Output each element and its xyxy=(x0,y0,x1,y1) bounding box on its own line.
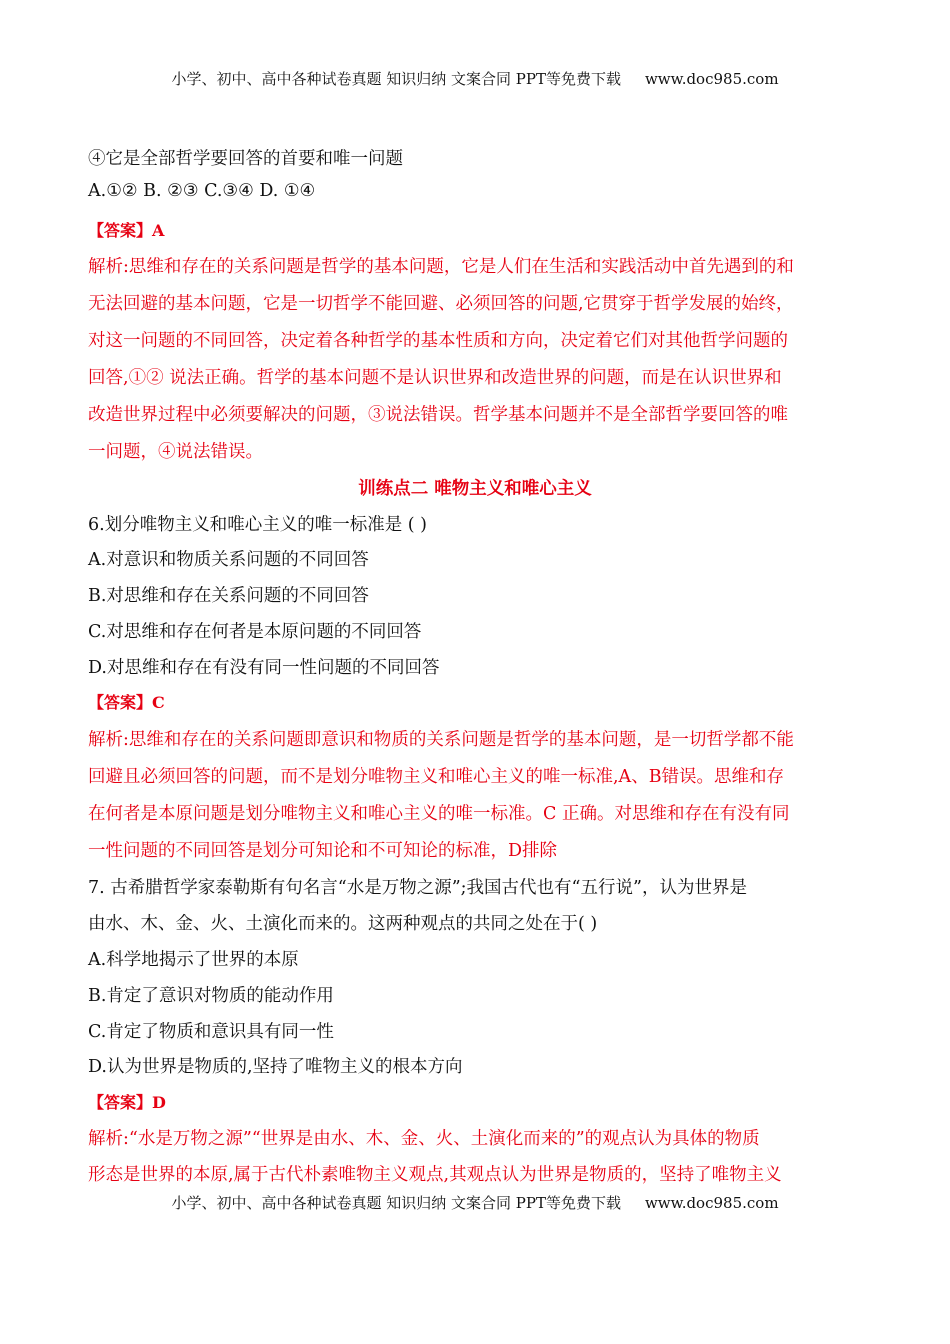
q7-option-b: B.肯定了意识对物质的能动作用 xyxy=(88,986,334,1006)
footer-url[interactable]: www.doc985.com xyxy=(644,1194,779,1212)
q7-option-d: D.认为世界是物质的,坚持了唯物主义的根本方向 xyxy=(88,1057,463,1077)
q5-choices: A.①② B. ②③ C.③④ D. ①④ xyxy=(88,181,316,201)
page-header xyxy=(0,68,950,89)
q5-analysis-line: 对这一问题的不同回答，决定着各种哲学的基本性质和方向，决定着它们对其他哲学问题的 xyxy=(88,331,788,351)
q5-answer: 【答案】A xyxy=(88,221,165,240)
footer-text: 小学、初中、高中各种试卷真题 知识归纳 文案合同 PPT等免费下载 xyxy=(171,1194,621,1212)
q5-analysis-line: 一问题，④说法错误。 xyxy=(88,442,263,462)
header-text: 小学、初中、高中各种试卷真题 知识归纳 文案合同 PPT等免费下载 xyxy=(171,70,621,88)
q7-option-c: C.肯定了物质和意识具有同一性 xyxy=(88,1022,334,1042)
q5-analysis-line: 改造世界过程中必须要解决的问题，③说法错误。哲学基本问题并不是全部哲学要回答的唯 xyxy=(88,405,788,425)
q6-analysis-line: 一性问题的不同回答是划分可知论和不可知论的标准，D排除 xyxy=(88,841,558,861)
q6-analysis-line: 解析:思维和存在的关系问题即意识和物质的关系问题是哲学的基本问题，是一切哲学都不能 xyxy=(88,730,794,750)
q7-stem-line: 由水、木、金、火、土演化而来的。这两种观点的共同之处在于( ) xyxy=(88,914,598,934)
q6-analysis-line: 回避且必须回答的问题，而不是划分唯物主义和唯心主义的唯一标准,A、B错误。思维和存 xyxy=(88,767,785,787)
q6-option-a: A.对意识和物质关系问题的不同回答 xyxy=(88,550,369,570)
q7-analysis-line: 解析:“水是万物之源”“世界是由水、木、金、火、土演化而来的”的观点认为具体的物质 xyxy=(88,1129,760,1149)
q6-option-c: C.对思维和存在何者是本原问题的不同回答 xyxy=(88,622,422,642)
q5-analysis-line: 解析:思维和存在的关系问题是哲学的基本问题，它是人们在生活和实践活动中首先遇到的和 xyxy=(88,257,794,277)
page-footer xyxy=(0,1192,950,1213)
q5-analysis-line: 回答,①② 说法正确。哲学的基本问题不是认识世界和改造世界的问题，而是在认识世界和 xyxy=(88,368,782,388)
q6-option-d: D.对思维和存在有没有同一性问题的不同回答 xyxy=(88,658,440,678)
header-url[interactable]: www.doc985.com xyxy=(644,70,779,88)
q6-answer: 【答案】C xyxy=(88,693,165,712)
q6-analysis-line: 在何者是本原问题是划分唯物主义和唯心主义的唯一标准。C 正确。对思维和存在有没有同 xyxy=(88,804,790,824)
q5-option-4: ④它是全部哲学要回答的首要和唯一问题 xyxy=(88,149,403,169)
q7-answer: 【答案】D xyxy=(88,1093,166,1112)
q7-stem-line: 7. 古希腊哲学家泰勒斯有句名言“水是万物之源”;我国古代也有“五行说”，认为世界是 xyxy=(88,878,747,898)
q5-analysis-line: 无法回避的基本问题，它是一切哲学不能回避、必须回答的问题,它贯穿于哲学发展的始终， xyxy=(88,294,794,314)
q6-option-b: B.对思维和存在关系问题的不同回答 xyxy=(88,586,369,606)
q7-analysis-line: 形态是世界的本原,属于古代朴素唯物主义观点,其观点认为世界是物质的，坚持了唯物主义 xyxy=(88,1165,782,1185)
section-title: 训练点二 唯物主义和唯心主义 xyxy=(358,479,592,499)
q6-stem: 6.划分唯物主义和唯心主义的唯一标准是 ( ) xyxy=(88,515,427,535)
q7-option-a: A.科学地揭示了世界的本原 xyxy=(88,950,299,970)
